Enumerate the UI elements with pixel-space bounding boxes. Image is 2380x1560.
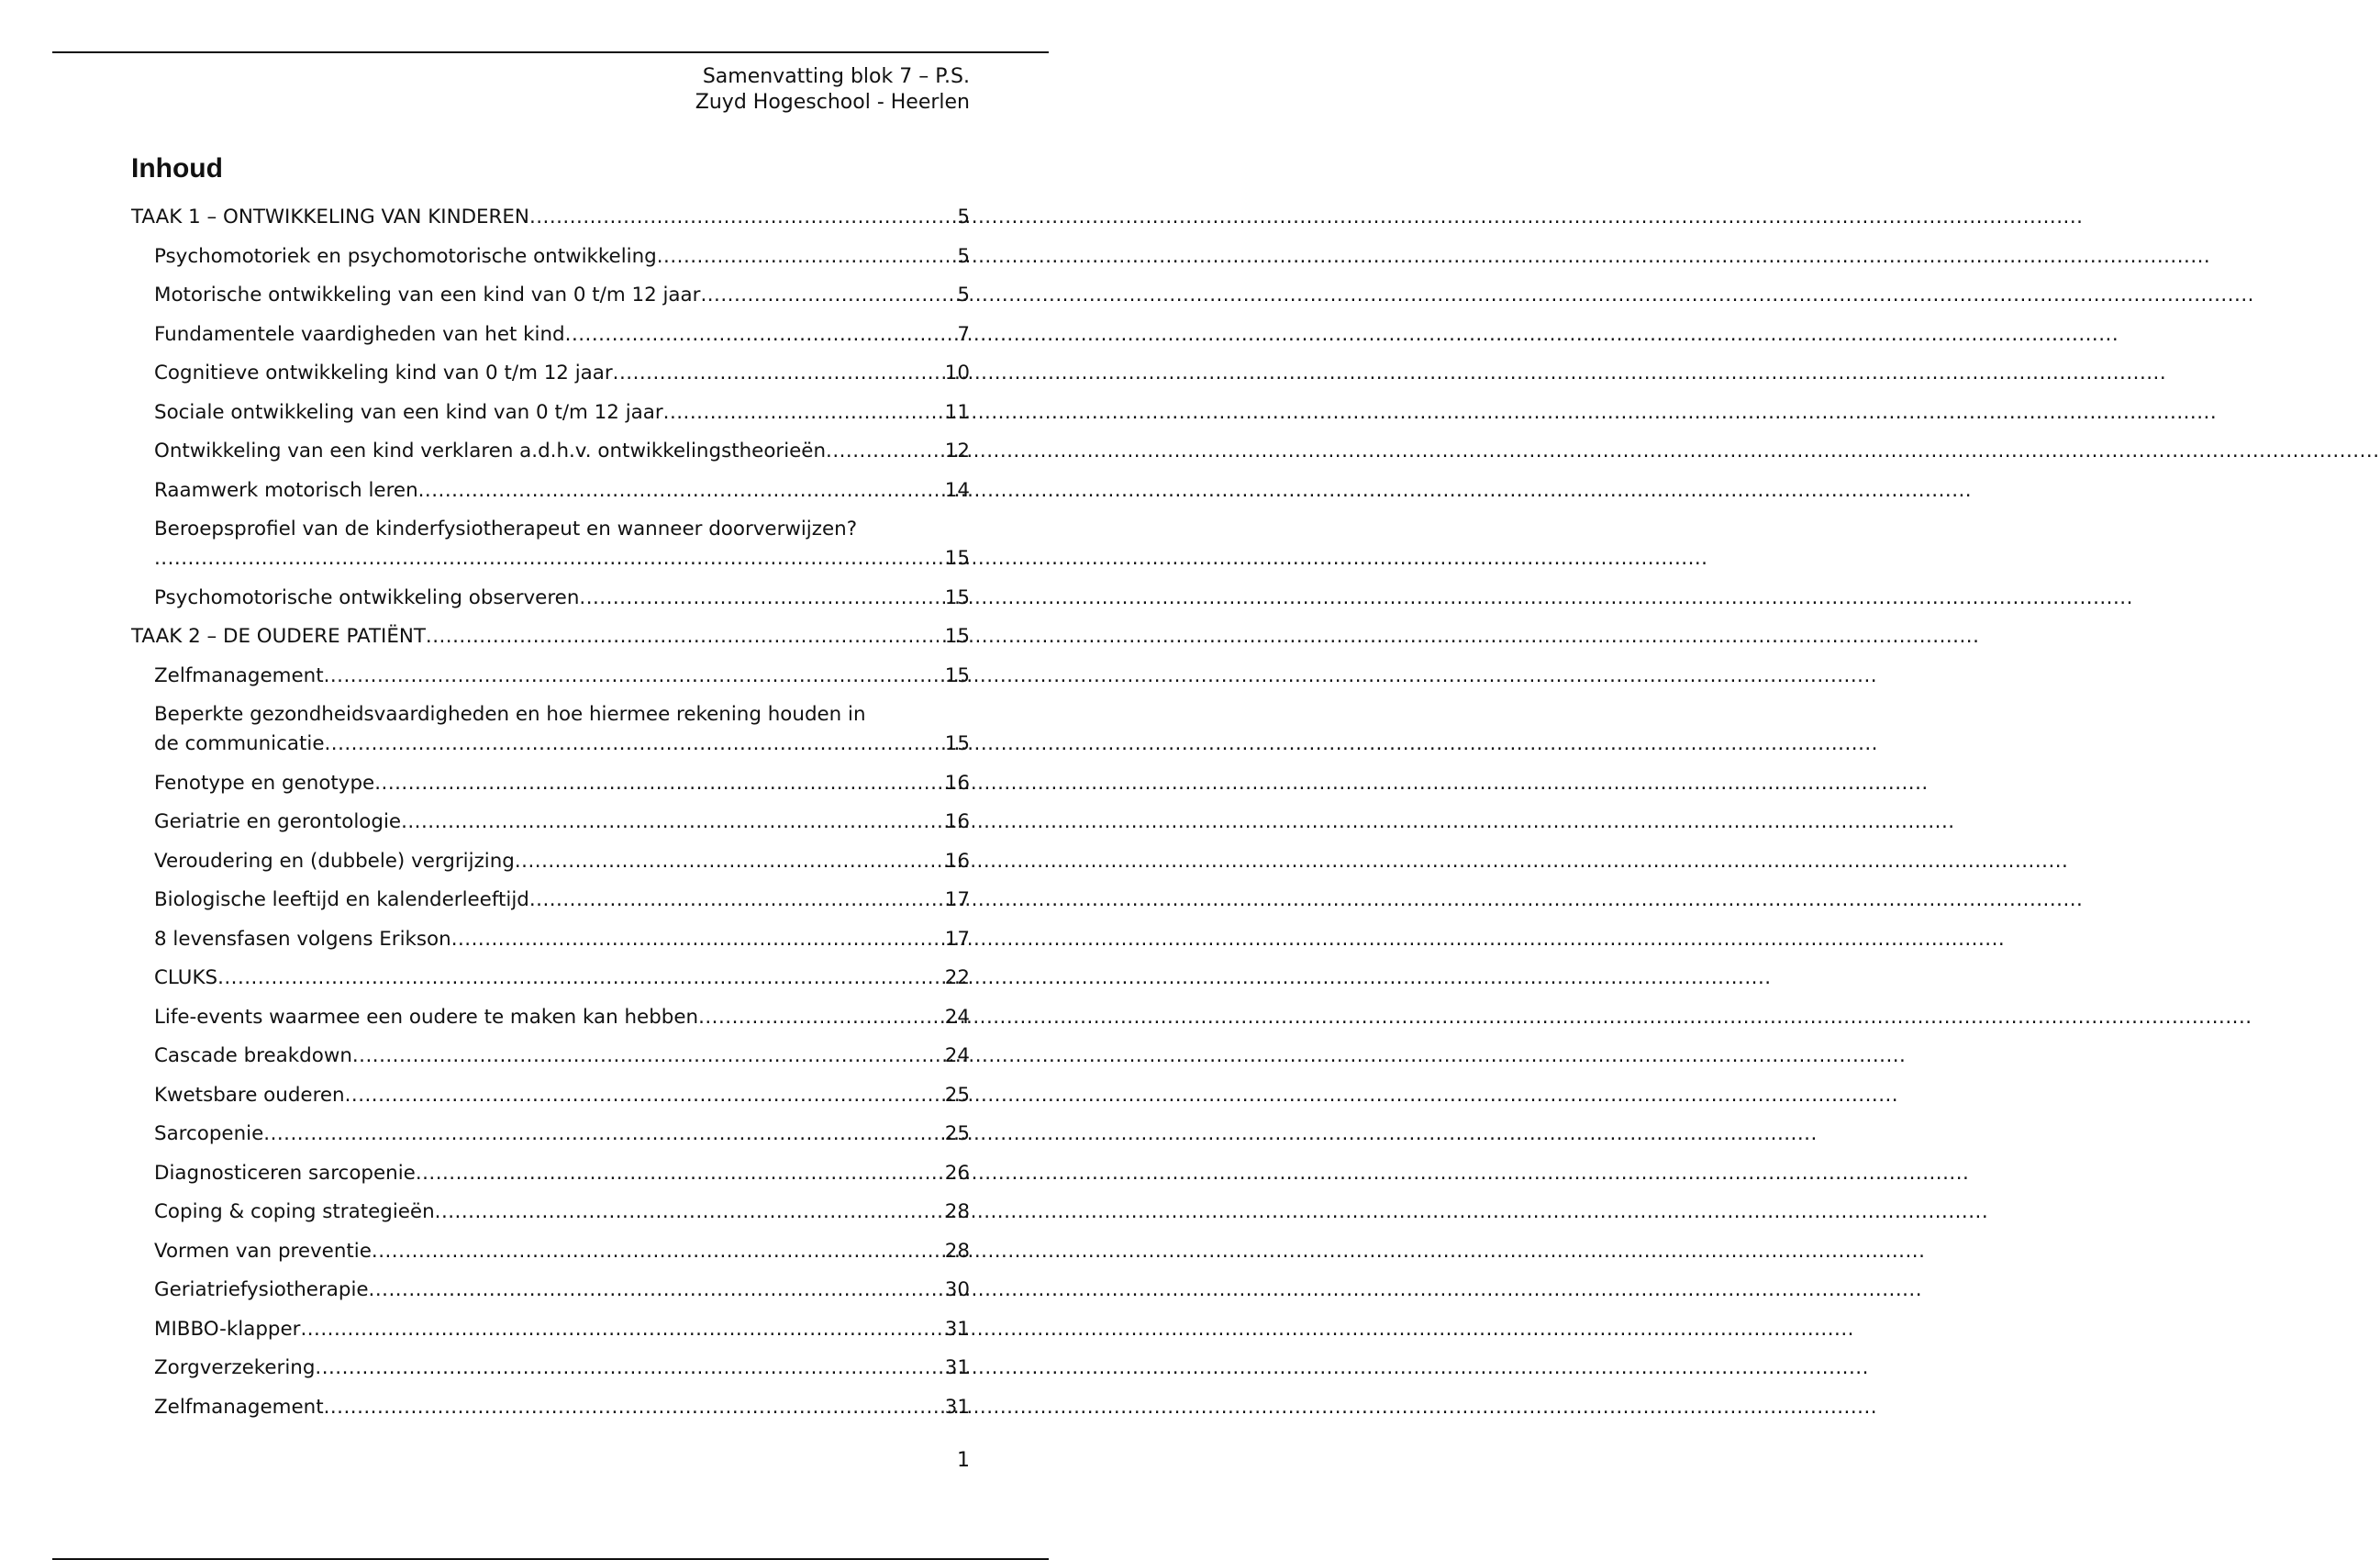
toc-entry-text: Raamwerk motorisch leren bbox=[154, 478, 418, 502]
toc-dot-leader bbox=[324, 730, 944, 759]
toc-entry-text: Diagnosticeren sarcopenie bbox=[154, 1161, 416, 1185]
toc-dot-leader bbox=[324, 1393, 945, 1422]
toc-dot-leader bbox=[700, 281, 957, 310]
toc-subsection-link[interactable] bbox=[131, 359, 970, 388]
toc-page-number: 16 bbox=[944, 810, 970, 833]
toc-page-number: 25 bbox=[944, 1122, 970, 1145]
toc-entry-text: Biologische leeftijd en kalenderleeftijd bbox=[154, 888, 529, 911]
toc-subsection-link[interactable] bbox=[131, 964, 970, 993]
toc-dot-leader bbox=[579, 584, 944, 613]
toc-subsection-link[interactable] bbox=[131, 808, 970, 837]
toc-page-number: 16 bbox=[944, 771, 970, 795]
toc-section-link[interactable] bbox=[131, 622, 970, 652]
toc-dot-leader bbox=[426, 622, 945, 652]
toc-subsection-link[interactable] bbox=[131, 1276, 970, 1305]
toc-entry-text: Ontwikkeling van een kind verklaren a.d.h.v. ontwikkelingstheorieën bbox=[154, 440, 827, 462]
toc-entry-text: Cascade breakdown bbox=[154, 1044, 352, 1067]
toc-subsection-link[interactable] bbox=[131, 1315, 970, 1344]
toc-entry-text: Geriatriefysiotherapie bbox=[154, 1278, 369, 1301]
toc-entry-text: Sarcopenie bbox=[154, 1122, 264, 1145]
toc-subsection-link[interactable] bbox=[131, 1159, 970, 1188]
table-of-contents bbox=[131, 203, 970, 1432]
toc-page-number: 5 bbox=[957, 206, 970, 228]
toc-page-number: 15 bbox=[944, 732, 970, 755]
toc-page-number: 31 bbox=[944, 1356, 970, 1379]
toc-entry-text: 8 levensfasen volgens Erikson bbox=[154, 927, 451, 951]
toc-entry-text: MIBBO-klapper bbox=[154, 1317, 301, 1341]
toc-entry-text: Vormen van preventie bbox=[154, 1239, 372, 1263]
toc-entry-text: Beroepsprofiel van de kinderfysiotherapeut en wanneer doorverwijzen? bbox=[154, 518, 858, 540]
toc-dot-leader bbox=[345, 1081, 945, 1110]
toc-page-number: 28 bbox=[944, 1239, 970, 1263]
toc-subsection-link[interactable] bbox=[131, 886, 970, 915]
toc-entry-text: Fundamentele vaardigheden van het kind bbox=[154, 322, 565, 346]
toc-entry-text: Psychomotoriek en psychomotorische ontwikkeling bbox=[154, 244, 657, 268]
toc-dot-leader bbox=[663, 398, 945, 428]
toc-page-number: 15 bbox=[944, 625, 970, 648]
toc-subsection-link[interactable] bbox=[131, 847, 970, 876]
toc-subsection-link[interactable] bbox=[131, 1081, 970, 1110]
toc-subsection-link[interactable] bbox=[131, 320, 970, 350]
toc-subsection-link[interactable] bbox=[131, 281, 970, 310]
toc-dot-leader bbox=[529, 886, 945, 915]
toc-entry-text: Veroudering en (dubbele) vergrijzing bbox=[154, 849, 515, 873]
toc-dot-leader bbox=[324, 662, 945, 691]
toc-page-number: 25 bbox=[944, 1083, 970, 1107]
toc-page-number: 10 bbox=[944, 362, 970, 384]
toc-entry-text: Zelfmanagement bbox=[154, 663, 324, 687]
toc-subsection-link[interactable] bbox=[131, 584, 970, 613]
toc-page-number: 15 bbox=[944, 585, 970, 609]
toc-page-number: 22 bbox=[944, 966, 970, 989]
toc-dot-leader bbox=[826, 437, 945, 466]
toc-page-number: 16 bbox=[944, 849, 970, 873]
toc-section-link[interactable] bbox=[131, 203, 970, 232]
toc-subsection-link[interactable] bbox=[131, 437, 970, 466]
toc-page-number: 17 bbox=[944, 888, 970, 911]
toc-subsection-link[interactable] bbox=[131, 700, 970, 759]
toc-subsection-link[interactable] bbox=[131, 1120, 970, 1149]
header-institution: Zuyd Hogeschool - Heerlen bbox=[695, 91, 970, 114]
toc-page-number: 26 bbox=[944, 1161, 970, 1185]
toc-page-number: 15 bbox=[944, 547, 970, 570]
toc-page-number: 17 bbox=[944, 927, 970, 951]
toc-entry-text: Zorgverzekering bbox=[154, 1356, 316, 1379]
toc-dot-leader bbox=[565, 320, 958, 350]
toc-subsection-link[interactable] bbox=[131, 1354, 970, 1383]
toc-page-number: 28 bbox=[944, 1200, 970, 1223]
toc-dot-leader bbox=[315, 1354, 944, 1383]
toc-dot-leader bbox=[401, 808, 945, 837]
toc-subsection-link[interactable] bbox=[131, 662, 970, 691]
toc-entry-text: Geriatrie en gerontologie bbox=[154, 810, 402, 833]
toc-dot-leader bbox=[369, 1276, 945, 1305]
toc-entry-text: Coping & coping strategieën bbox=[154, 1200, 435, 1223]
toc-page-number: 11 bbox=[944, 400, 970, 424]
toc-subsection-link[interactable] bbox=[131, 398, 970, 428]
toc-subsection-link[interactable] bbox=[131, 925, 970, 954]
toc-page-number: 30 bbox=[944, 1278, 970, 1301]
toc-subsection-link[interactable] bbox=[131, 1042, 970, 1071]
toc-entry-text: TAAK 1 – ONTWIKKELING VAN KINDEREN bbox=[131, 206, 529, 228]
toc-page-number: 31 bbox=[944, 1395, 970, 1419]
toc-dot-leader bbox=[529, 203, 957, 232]
toc-subsection-link[interactable] bbox=[131, 476, 970, 506]
toc-page-number: 24 bbox=[944, 1044, 970, 1067]
toc-dot-leader bbox=[374, 769, 945, 798]
toc-entry-text: Motorische ontwikkeling van een kind van 0 t/m 12 jaar bbox=[154, 284, 701, 306]
toc-dot-leader bbox=[154, 544, 945, 574]
toc-entry-text: Life-events waarmee een oudere te maken kan hebben bbox=[154, 1005, 699, 1029]
toc-page-number: 14 bbox=[944, 478, 970, 502]
toc-page-number: 12 bbox=[944, 440, 970, 462]
toc-page-number: 15 bbox=[944, 663, 970, 687]
toc-entry-text-continued: de communicatie bbox=[154, 732, 325, 755]
toc-subsection-link[interactable] bbox=[131, 1003, 970, 1032]
toc-subsection-link[interactable] bbox=[131, 515, 970, 574]
page-number: 1 bbox=[957, 1449, 970, 1472]
toc-dot-leader bbox=[217, 964, 945, 993]
toc-entry-text: Beperkte gezondheidsvaardigheden en hoe hiermee rekening houden in bbox=[154, 703, 866, 726]
toc-dot-leader bbox=[613, 359, 945, 388]
header-rule bbox=[52, 51, 1049, 53]
toc-dot-leader bbox=[352, 1042, 945, 1071]
toc-dot-leader bbox=[416, 1159, 945, 1188]
toc-title: Inhoud bbox=[131, 153, 223, 184]
toc-entry-text: TAAK 2 – DE OUDERE PATIËNT bbox=[131, 625, 426, 648]
toc-subsection-link[interactable] bbox=[131, 769, 970, 798]
page-header bbox=[695, 64, 970, 116]
toc-entry-text: Psychomotorische ontwikkeling observeren bbox=[154, 585, 580, 609]
toc-dot-leader bbox=[263, 1120, 945, 1149]
toc-entry-text: Sociale ontwikkeling van een kind van 0 t/m 12 jaar bbox=[154, 400, 663, 424]
toc-subsection-link[interactable] bbox=[131, 242, 970, 272]
toc-subsection-link[interactable] bbox=[131, 1198, 970, 1227]
toc-page-number: 7 bbox=[957, 322, 970, 346]
toc-page-number: 5 bbox=[957, 284, 970, 306]
toc-dot-leader bbox=[300, 1315, 944, 1344]
toc-dot-leader bbox=[451, 925, 945, 954]
toc-entry-text: Kwetsbare ouderen bbox=[154, 1083, 345, 1107]
toc-entry-text: CLUKS bbox=[154, 966, 218, 989]
toc-entry-text: Fenotype en genotype bbox=[154, 771, 375, 795]
toc-page-number: 31 bbox=[944, 1317, 970, 1341]
toc-page-number: 5 bbox=[957, 244, 970, 268]
toc-dot-leader bbox=[418, 476, 945, 506]
toc-dot-leader bbox=[372, 1237, 945, 1266]
toc-dot-leader bbox=[435, 1198, 945, 1227]
toc-dot-leader bbox=[698, 1003, 945, 1032]
toc-dot-leader bbox=[657, 242, 958, 272]
toc-page-number: 24 bbox=[944, 1005, 970, 1029]
toc-entry-text: Cognitieve ontwikkeling kind van 0 t/m 12 jaar bbox=[154, 362, 613, 384]
toc-dot-leader bbox=[515, 847, 945, 876]
toc-subsection-link[interactable] bbox=[131, 1237, 970, 1266]
toc-subsection-link[interactable] bbox=[131, 1393, 970, 1422]
toc-entry-text: Zelfmanagement bbox=[154, 1395, 324, 1419]
header-document-title: Samenvatting blok 7 – P.S. bbox=[702, 65, 970, 88]
